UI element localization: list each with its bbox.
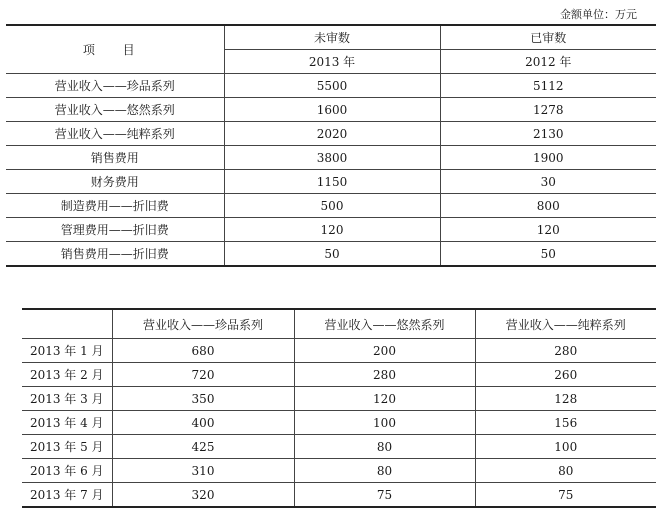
row-value-2012: 800 bbox=[440, 194, 656, 218]
table-row bbox=[22, 483, 656, 508]
row-leisure-value: 80 bbox=[294, 435, 475, 459]
table-row bbox=[22, 411, 656, 435]
audit-table bbox=[6, 24, 656, 267]
header-leisure-series: 营业收入——悠然系列 bbox=[294, 309, 475, 339]
header-year-2013: 2013 年 bbox=[224, 50, 440, 74]
row-pure-value: 128 bbox=[475, 387, 656, 411]
row-leisure-value: 100 bbox=[294, 411, 475, 435]
row-premium-value: 400 bbox=[112, 411, 294, 435]
table-row bbox=[22, 387, 656, 411]
row-month: 2013 年 3 月 bbox=[22, 387, 112, 411]
row-value-2013: 120 bbox=[224, 218, 440, 242]
row-premium-value: 310 bbox=[112, 459, 294, 483]
row-value-2013: 3800 bbox=[224, 146, 440, 170]
row-month: 2013 年 7 月 bbox=[22, 483, 112, 508]
table-row bbox=[6, 170, 656, 194]
row-value-2013: 1600 bbox=[224, 98, 440, 122]
row-month: 2013 年 1 月 bbox=[22, 339, 112, 363]
row-pure-value: 100 bbox=[475, 435, 656, 459]
row-leisure-value: 280 bbox=[294, 363, 475, 387]
row-item: 制造费用——折旧费 bbox=[6, 194, 224, 218]
row-pure-value: 260 bbox=[475, 363, 656, 387]
table-row bbox=[6, 74, 656, 98]
row-leisure-value: 200 bbox=[294, 339, 475, 363]
row-item: 管理费用——折旧费 bbox=[6, 218, 224, 242]
row-value-2012: 1278 bbox=[440, 98, 656, 122]
row-value-2012: 2130 bbox=[440, 122, 656, 146]
table-row bbox=[6, 218, 656, 242]
header-row bbox=[6, 25, 656, 50]
row-month: 2013 年 2 月 bbox=[22, 363, 112, 387]
row-pure-value: 80 bbox=[475, 459, 656, 483]
header-premium-series: 营业收入——珍品系列 bbox=[112, 309, 294, 339]
row-item: 营业收入——悠然系列 bbox=[6, 98, 224, 122]
header-month bbox=[22, 309, 112, 339]
row-value-2013: 500 bbox=[224, 194, 440, 218]
header-pure-series: 营业收入——纯粹系列 bbox=[475, 309, 656, 339]
row-value-2012: 120 bbox=[440, 218, 656, 242]
table-row bbox=[6, 146, 656, 170]
header-item: 项 目 bbox=[6, 25, 224, 74]
table-row bbox=[6, 242, 656, 267]
row-premium-value: 680 bbox=[112, 339, 294, 363]
monthly-revenue-table bbox=[22, 308, 656, 508]
row-value-2012: 5112 bbox=[440, 74, 656, 98]
row-leisure-value: 75 bbox=[294, 483, 475, 508]
row-premium-value: 320 bbox=[112, 483, 294, 508]
row-month: 2013 年 5 月 bbox=[22, 435, 112, 459]
row-value-2012: 30 bbox=[440, 170, 656, 194]
header-unaudited: 未审数 bbox=[224, 25, 440, 50]
row-pure-value: 280 bbox=[475, 339, 656, 363]
row-premium-value: 350 bbox=[112, 387, 294, 411]
table-row bbox=[22, 363, 656, 387]
unit-note: 金额单位：万元 bbox=[560, 8, 637, 21]
table-row bbox=[6, 98, 656, 122]
header-audited: 已审数 bbox=[440, 25, 656, 50]
header-year-2012: 2012 年 bbox=[440, 50, 656, 74]
row-value-2012: 50 bbox=[440, 242, 656, 267]
row-value-2012: 1900 bbox=[440, 146, 656, 170]
row-item: 营业收入——纯粹系列 bbox=[6, 122, 224, 146]
table-row bbox=[22, 459, 656, 483]
row-item: 销售费用——折旧费 bbox=[6, 242, 224, 267]
row-premium-value: 720 bbox=[112, 363, 294, 387]
table-row bbox=[22, 339, 656, 363]
row-item: 财务费用 bbox=[6, 170, 224, 194]
table-row bbox=[22, 435, 656, 459]
table-row bbox=[6, 122, 656, 146]
row-item: 营业收入——珍品系列 bbox=[6, 74, 224, 98]
row-month: 2013 年 4 月 bbox=[22, 411, 112, 435]
row-value-2013: 1150 bbox=[224, 170, 440, 194]
header-row bbox=[22, 309, 656, 339]
row-value-2013: 5500 bbox=[224, 74, 440, 98]
row-pure-value: 75 bbox=[475, 483, 656, 508]
table-row bbox=[6, 194, 656, 218]
row-leisure-value: 120 bbox=[294, 387, 475, 411]
row-premium-value: 425 bbox=[112, 435, 294, 459]
row-value-2013: 50 bbox=[224, 242, 440, 267]
row-pure-value: 156 bbox=[475, 411, 656, 435]
row-value-2013: 2020 bbox=[224, 122, 440, 146]
row-month: 2013 年 6 月 bbox=[22, 459, 112, 483]
row-leisure-value: 80 bbox=[294, 459, 475, 483]
row-item: 销售费用 bbox=[6, 146, 224, 170]
